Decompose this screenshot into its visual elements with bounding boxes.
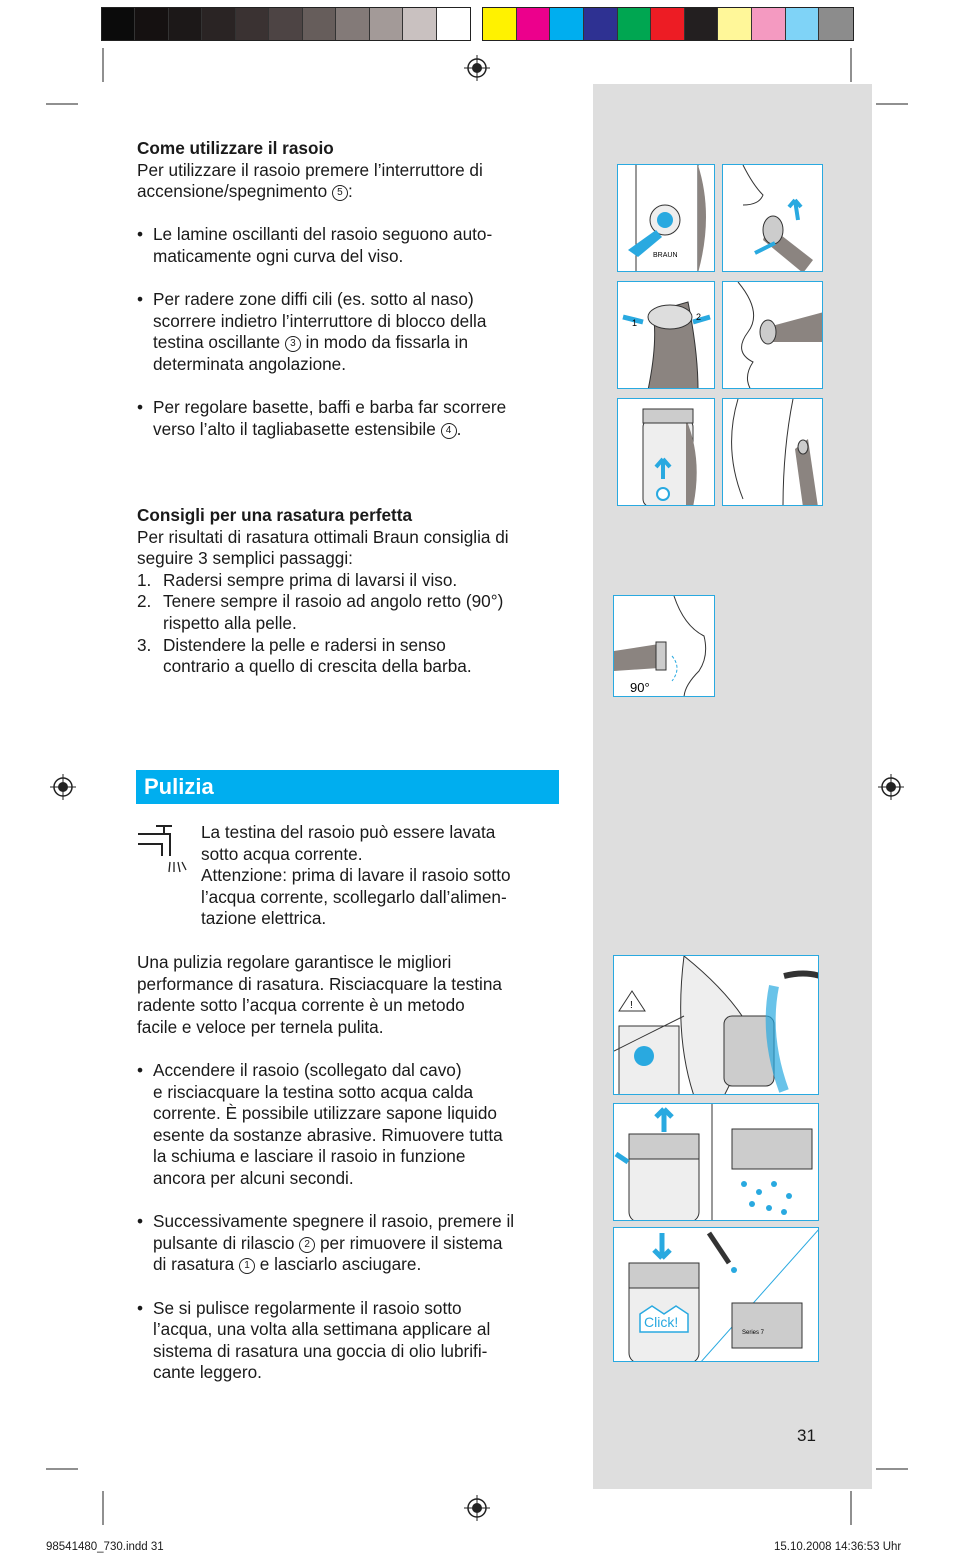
series-label: Series 7 (742, 1330, 765, 1336)
click-label: Click! (644, 1314, 679, 1330)
usage-intro-line1: Per utilizzare il rasoio premere l’interruttore di (137, 159, 483, 180)
page-number: 31 (797, 1426, 816, 1445)
cleaning-bullet-3: • Se si pulisce regolarmente il rasoio sotto l’acqua, una volta alla settimana applicare al sistema di rasatura una goccia di olio lubrifi- cante leggero. (137, 1297, 491, 1383)
cleaning-bullet-2: • Successivamente spegnere il rasoio, premere il pulsante di rilascio 2 per rimuovere il sistema di rasatura 1 e lasciarlo asciugare. (137, 1211, 515, 1275)
cleaning-body: Una pulizia regolare garantisce le migliori performance di rasatura. Risciacquare la testina radente sotto l’acqua corrente è un metodo facile e veloce per ternela pulita. • Accendere il rasoio (scollegato dal cavo) e risciacquare la testina sotto acqua calda corrente. È possibile utilizzare sapone liquido esente da sostanze abrasive. Rimuovere tutta la schiuma e lasciare il rasoio in funzione ancora per alcuni secondi. • Successivamente spegnere il rasoio, premere il pulsante di rilascio 2 per rimuovere il sistema di rasatura 1 e lasciarlo asciugare. • Se si pulisce regolarmente il rasoio sotto l’acqua, una volta alla settimana applicare al sistema di rasatura una goccia di olio lubrifi- cante leggero. (137, 952, 567, 1384)
figure-trim-sideburns (722, 398, 823, 506)
svg-text:1: 1 (632, 318, 638, 328)
registration-mark-right (878, 774, 904, 800)
registration-mark-top (464, 55, 490, 81)
cleaning-heading-bar (136, 770, 559, 804)
cleaning-bullet-1: • Accendere il rasoio (scollegato dal cavo) e risciacquare la testina sotto acqua calda corrente. È possibile utilizzare sapone liquido esente da sostanze abrasive. Rimuovere tutta la schiuma e lasciare il rasoio in funzione ancora per alcuni secondi. (137, 1059, 503, 1188)
figure-lock-head (617, 281, 715, 389)
usage-bullet-2: • Per radere zone diffi cili (es. sotto al naso) scorrere indietro l’interruttore di blocco della testina oscillante 3 in modo da fissarla in determinata angolazione. (137, 289, 487, 374)
tips-section (137, 505, 567, 678)
usage-bullet-1: • Le lamine oscillanti del rasoio seguono auto- maticamente ogni curva del viso. (137, 224, 493, 266)
figure-switch-on (617, 164, 715, 272)
tips-step-2: 2. Tenere sempre il rasoio ad angolo retto (90°) rispetto alla pelle. (137, 591, 504, 633)
tips-step-3: 3. Distendere la pelle e radersi in senso contrario a quello di crescita della barba. (137, 634, 472, 677)
cleaning-tap-note: La testina del rasoio può essere lavata sotto acqua corrente. Attenzione: prima di lavare il rasoio sotto l’acqua corrente, scollegarlo dall’alimen- tazione elettrica. (201, 822, 511, 929)
figure-shave-face-upper (722, 164, 823, 272)
figure-oil-click (613, 1227, 819, 1362)
tips-intro-line1: Per risultati di rasatura ottimali Braun consiglia di (137, 526, 509, 547)
tips-intro-line2: seguire 3 semplici passaggi: (137, 548, 353, 569)
water-tap-icon (136, 822, 192, 874)
figure-rinse-water (613, 955, 819, 1095)
tips-heading: Consigli per una rasatura perfetta (137, 505, 413, 525)
figure-shave-under-nose (722, 281, 823, 389)
figure-trimmer (617, 398, 715, 506)
figure-90-degree (613, 595, 715, 697)
registration-mark-bottom (464, 1495, 490, 1521)
brand-label: BRAUN (653, 252, 678, 259)
usage-bullet-3: • Per regolare basette, baffi e barba far scorrere verso l’alto il tagliabasette estensibile 4 . (137, 397, 507, 439)
footer-timestamp: 15.10.2008 14:36:53 Uhr (774, 1541, 902, 1553)
angle-label: 90° (630, 680, 650, 695)
usage-section (137, 138, 567, 440)
registration-mark-left (50, 774, 76, 800)
figure-remove-head (613, 1103, 819, 1221)
footer-file: 98541480_730.indd 31 (46, 1541, 164, 1553)
cleaning-heading: Pulizia (144, 774, 214, 799)
usage-heading: Come utilizzare il rasoio (137, 138, 334, 158)
tips-step-1: 1. Radersi sempre prima di lavarsi il viso. (137, 569, 458, 590)
svg-text:2: 2 (696, 312, 702, 322)
usage-intro-line2: accensione/spegnimento 5 : (137, 181, 353, 202)
svg-text:!: ! (630, 1000, 633, 1011)
